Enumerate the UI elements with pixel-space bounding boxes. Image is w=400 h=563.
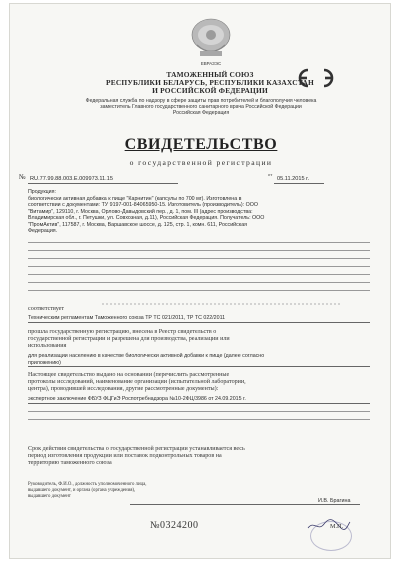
blank-line-2 <box>28 250 370 251</box>
signatory-name: И.В. Брагина <box>318 498 351 504</box>
conformity-label: соответствует <box>28 306 65 312</box>
expert-underline-3 <box>28 419 370 420</box>
union-line-2: РЕСПУБЛИКИ БЕЛАРУСЬ, РЕСПУБЛИКИ КАЗАХСТАН <box>106 78 314 87</box>
registration-number: RU.77.99.88.003.Е.009973.11.15 <box>30 176 113 182</box>
basis-text-line-1: Настоящее свидетельство выдано на основании (перечислить рассмотренные <box>28 372 230 378</box>
registration-date: 05.11.2015 г. <box>277 176 310 182</box>
product-line-3: "Витамир", 129110, г. Москва, Орлово-Давыдовский пер., д. 1, пом. III (адрес производства: <box>28 208 253 215</box>
signatory-position-1: Руководитель, Ф.И.О., должность уполномоченного лица, <box>28 482 147 487</box>
blank-line-3 <box>28 258 370 259</box>
usage-line-1: для реализации населению в качестве биологически активной добавки к пище (далее согласно <box>28 353 265 359</box>
number-underline <box>28 183 178 184</box>
usage-line-2: приложению) <box>28 359 61 366</box>
seal-mark: М.П. <box>330 523 344 530</box>
signatory-position-3: выдавшего документ <box>28 494 71 499</box>
validity-text-line-1: Срок действия свидетельства о государственной регистрации устанавливается весь <box>28 446 245 452</box>
signature-underline <box>130 504 360 505</box>
registry-text-line-2: государственной регистрации и разрешена для производства, реализации или <box>28 336 230 342</box>
coat-of-arms-emblem <box>186 14 236 62</box>
agency-line-2: заместитель Главного государственного санитарного врача Российской Федерации <box>100 104 302 110</box>
expert-underline-2 <box>28 411 370 412</box>
usage-underline <box>28 366 370 367</box>
signature-image <box>306 518 352 532</box>
product-line-6: Федерация. <box>28 228 58 234</box>
eurasec-label: ЕВРАЗЭС <box>200 61 222 66</box>
validity-text-line-2: период изготовления продукции или поставок подконтрольных товаров на <box>28 453 222 459</box>
expert-conclusion: экспертное заключение ФБУЗ ФЦГиЭ Роспотребнадзора №10-2ФЦ/3986 от 24.09.2015 г. <box>28 396 246 402</box>
agency-line-3: Российская Федерация <box>172 110 230 116</box>
basis-text-line-2: протоколы исследований, наименование организации (испытательной лаборатории, <box>28 379 246 385</box>
blank-line-5 <box>28 274 370 275</box>
number-sign: № <box>19 173 26 181</box>
dotted-separator <box>102 303 342 305</box>
date-prefix: от <box>268 172 273 177</box>
signatory-position-2: выдавшего документ, и органа (органа учреждения), <box>28 488 136 493</box>
blank-line-6 <box>28 282 370 283</box>
product-line-5: "ПромАктив", 117587, г. Москва, Варшавское шоссе, д. 125, стр. 1, комн. 611, Российская <box>28 221 248 228</box>
product-line-4: Владимирская обл., г. Петушки, ул. Совхозная, д.11), Российская Федерация. Получатель: ООО <box>28 215 265 221</box>
date-underline <box>274 183 324 184</box>
document-title: СВИДЕТЕЛЬСТВО <box>124 136 278 153</box>
union-line-1: ТАМОЖЕННЫЙ СОЮЗ <box>166 70 254 79</box>
basis-text-line-3: центра), проводившей исследования, другие рассмотренные документы): <box>28 386 219 392</box>
blank-line-4 <box>28 266 370 267</box>
product-line-1: биологически активная добавка к пище "Карнитин" (капсулы по 700 мг). Изготовлена в <box>28 195 242 202</box>
expert-underline-1 <box>28 403 370 404</box>
validity-text-line-3: территорию таможенного союза <box>28 460 112 466</box>
product-label: Продукция: <box>28 189 56 195</box>
agency-line-1: Федеральная служба по надзору в сфере защиты прав потребителей и благополучия человека <box>85 98 317 104</box>
union-line-3: И РОССИЙСКОЙ ФЕДЕРАЦИИ <box>152 86 268 95</box>
product-line-2: соответствии с документами: ТУ 9197-001-84065950-15. Изготовитель (производитель): ООО <box>28 202 258 208</box>
document-subtitle: о государственной регистрации <box>129 158 273 167</box>
certificate-sheet <box>9 3 391 559</box>
conformity-underline <box>28 322 370 323</box>
registry-text-line-3: использования <box>28 343 67 349</box>
blank-line-7 <box>28 290 370 291</box>
registry-text-line-1: прошла государственную регистрацию, внесена в Реестр свидетельств о <box>28 329 217 335</box>
blank-line-1 <box>28 242 370 243</box>
form-serial-number: №0324200 <box>150 520 199 531</box>
conformity-value: Техническим регламентам Таможенного союза ТР ТС 021/2011, ТР ТС 022/2011 <box>28 315 226 321</box>
